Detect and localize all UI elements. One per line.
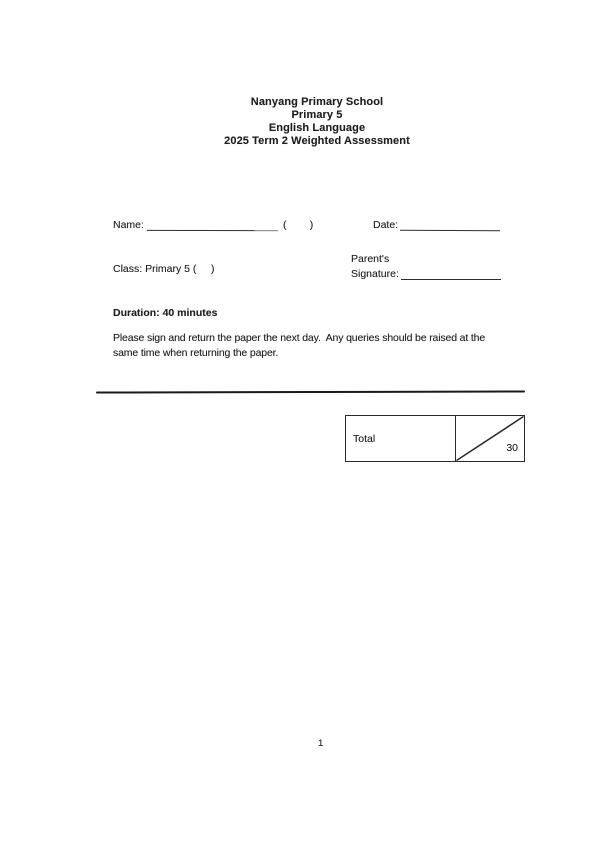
subject-title: English Language bbox=[268, 122, 366, 134]
instruction-line-2: same time when returning the paper. bbox=[113, 346, 279, 359]
class-row bbox=[113, 263, 215, 275]
total-label-cell bbox=[346, 416, 456, 461]
class-label: Class: Primary 5 ( ) bbox=[113, 263, 215, 275]
instruction-note bbox=[113, 331, 485, 360]
section-divider-line bbox=[96, 390, 525, 393]
signature-label: Signature: bbox=[351, 268, 399, 280]
score-entry-cell bbox=[456, 416, 524, 461]
signature-row bbox=[351, 267, 501, 282]
name-row bbox=[113, 219, 313, 231]
total-score-box bbox=[345, 415, 525, 462]
name-label: Name: bbox=[113, 219, 144, 231]
assessment-title: 2025 Term 2 Weighted Assessment bbox=[224, 135, 410, 147]
signature-blank-line bbox=[401, 269, 501, 280]
diagonal-slash-icon bbox=[456, 416, 524, 461]
name-blank-line bbox=[147, 220, 278, 231]
level-title: Primary 5 bbox=[291, 109, 343, 121]
max-score-value: 30 bbox=[506, 442, 518, 454]
date-row bbox=[373, 219, 500, 231]
parent-signature-block bbox=[351, 252, 501, 282]
total-label: Total bbox=[353, 432, 376, 445]
paper-title-block bbox=[34, 96, 600, 148]
parent-label: Parent's bbox=[351, 253, 390, 265]
date-blank-line bbox=[400, 220, 500, 232]
date-label: Date: bbox=[373, 219, 399, 231]
school-name: Nanyang Primary School bbox=[250, 96, 384, 108]
duration-label: Duration: 40 minutes bbox=[113, 307, 218, 319]
index-number-brackets: ( ) bbox=[282, 219, 314, 231]
page-number: 1 bbox=[318, 738, 324, 749]
instruction-line-1: Please sign and return the paper the next day. Any queries should be raised at the bbox=[113, 332, 486, 344]
